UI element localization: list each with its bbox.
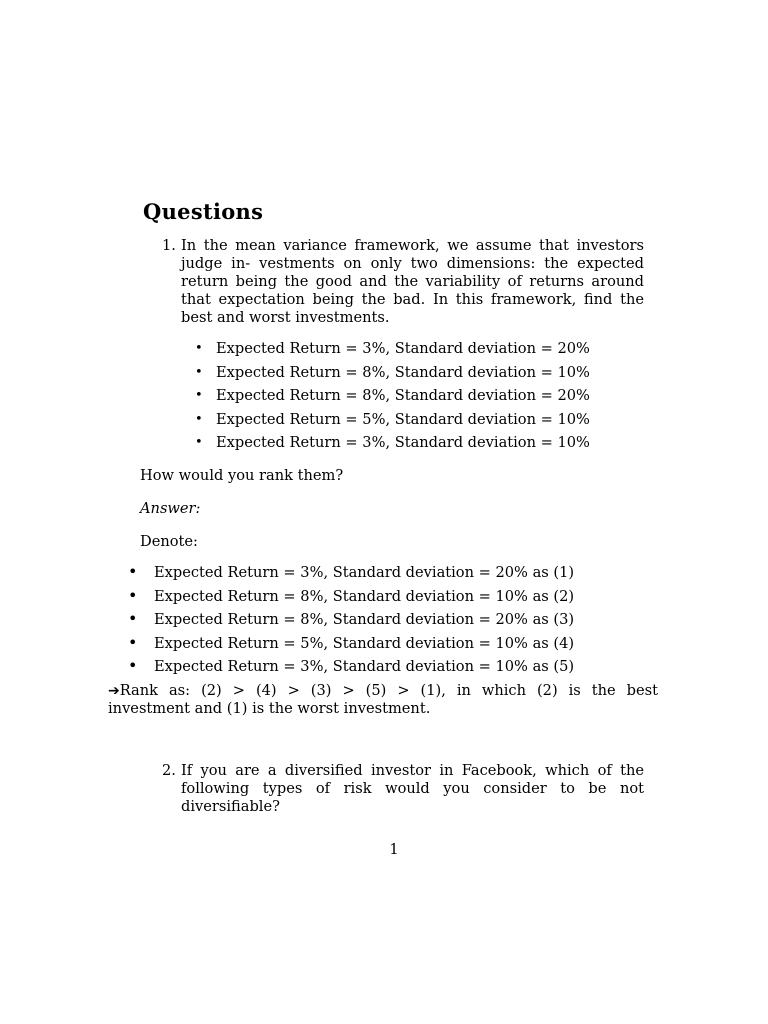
page-number: 1 — [389, 841, 399, 858]
question-number: 1. — [162, 237, 176, 254]
question-text: If you are a diversified investor in Facebook, which of the following types of risk would you consider to be not diversifiable? — [181, 762, 644, 815]
list-item: • Expected Return = 8%, Standard deviation = 20% as (3) — [128, 609, 575, 628]
ranking-conclusion — [108, 682, 658, 718]
conclusion-line-1: ➔Rank as: (2) > (4) > (3) > (5) > (1), in which (2) is the best — [108, 682, 658, 699]
conclusion-line-2: investment and (1) is the worst investment. — [108, 700, 431, 717]
answer-list — [128, 564, 574, 682]
bullet-icon: • — [128, 656, 138, 675]
arrow-icon: ➔ — [108, 683, 120, 699]
list-item: • Expected Return = 3%, Standard deviation = 10% as (5) — [128, 656, 575, 675]
answer-label: Answer: — [140, 500, 201, 517]
bullet-icon: • — [128, 632, 138, 652]
bullet-icon: • — [195, 341, 203, 356]
question-1 — [162, 237, 644, 327]
bullet-icon: • — [195, 411, 203, 427]
question-text: In the mean variance framework, we assume that investors judge in- vestments on only two dimensions: the expected return being the good and the variability of returns around that expectation being the bad. In this framework, find the best and worst investments. — [181, 237, 644, 326]
list-item: • Expected Return = 8%, Standard deviation = 10% — [195, 363, 590, 381]
denote-label: Denote: — [140, 533, 198, 550]
question-number: 2. — [162, 762, 176, 779]
bullet-icon: • — [128, 609, 138, 628]
bullet-icon: • — [195, 388, 203, 403]
list-item: • Expected Return = 5%, Standard deviation = 10% — [195, 410, 590, 428]
list-item: • Expected Return = 3%, Standard deviation = 10% — [195, 434, 590, 451]
rank-prompt: How would you rank them? — [140, 467, 344, 484]
list-item: • Expected Return = 8%, Standard deviation = 10% as (2) — [128, 585, 575, 605]
list-item: • Expected Return = 5%, Standard deviation = 10% as (4) — [128, 632, 575, 652]
investment-options-list — [195, 340, 590, 458]
list-item: • Expected Return = 3%, Standard deviation = 20% as (1) — [128, 562, 575, 581]
bullet-icon: • — [128, 585, 138, 605]
bullet-icon: • — [195, 364, 203, 380]
section-heading: Questions — [143, 199, 264, 224]
list-item: • Expected Return = 8%, Standard deviation = 20% — [195, 387, 590, 404]
bullet-icon: • — [195, 435, 203, 450]
bullet-icon: • — [128, 562, 138, 581]
question-2 — [162, 762, 644, 816]
list-item: • Expected Return = 3%, Standard deviation = 20% — [195, 340, 590, 357]
